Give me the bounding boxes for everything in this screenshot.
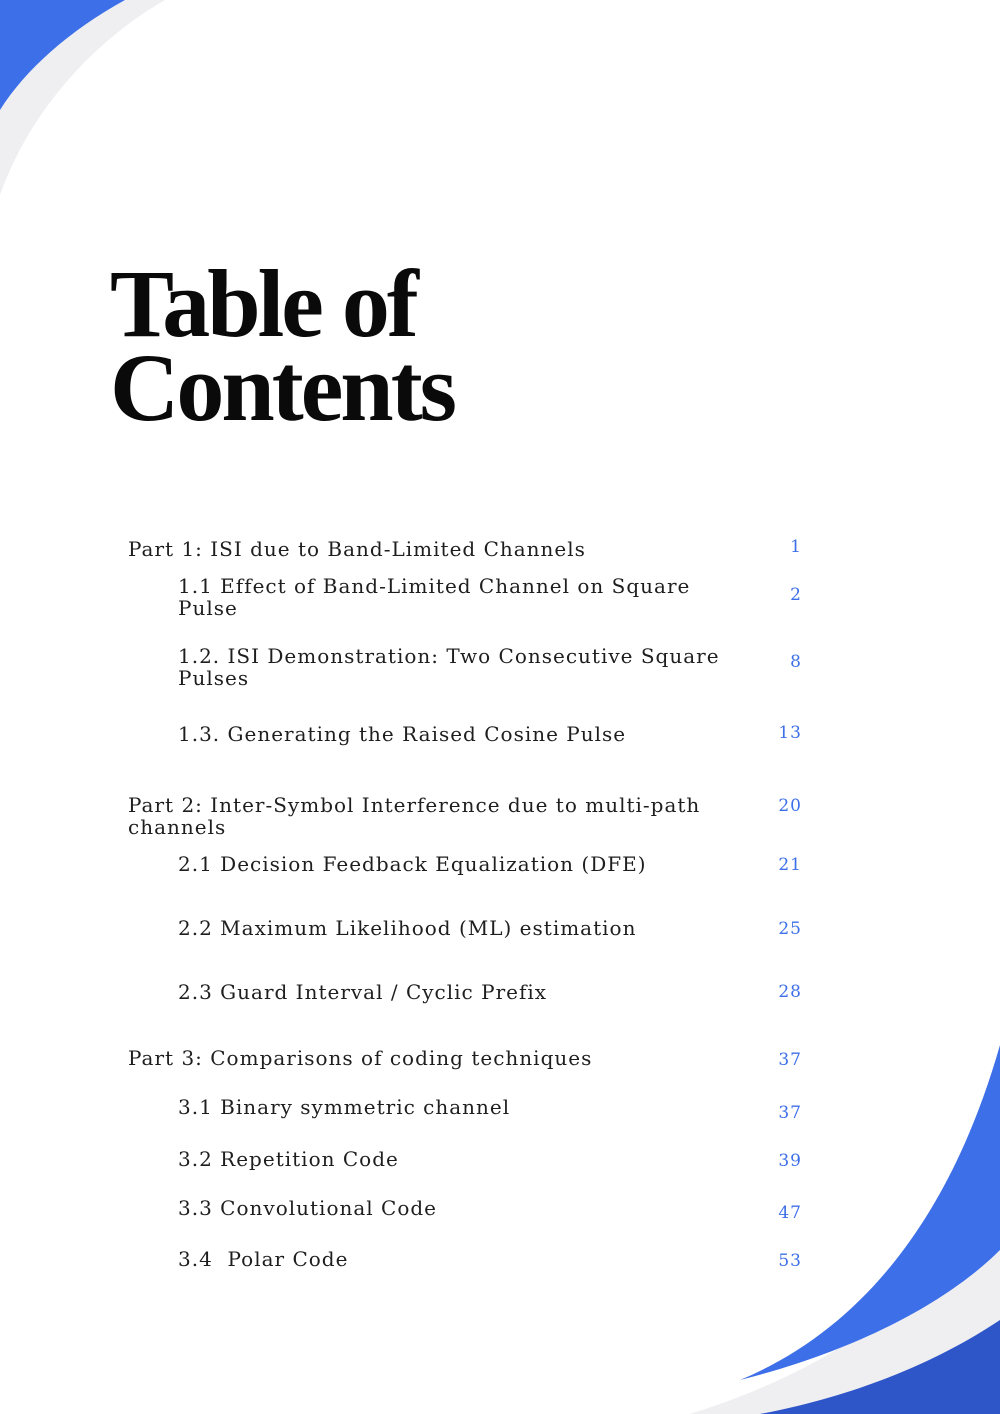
toc-page-number[interactable]: 21 <box>778 855 802 875</box>
toc-page-number[interactable]: 28 <box>778 982 802 1002</box>
page-title-line-1: Table of <box>110 250 416 357</box>
toc-entry-3-3[interactable]: 3.3 Convolutional Code <box>178 1196 438 1220</box>
toc-page-number[interactable]: 20 <box>778 796 802 816</box>
toc-page-number[interactable]: 37 <box>778 1103 802 1123</box>
page-title-line-2: Contents <box>110 334 455 441</box>
toc-entry-1-3[interactable]: 1.3. Generating the Raised Cosine Pulse <box>178 722 627 746</box>
toc-entry-3-1[interactable]: 3.1 Binary symmetric channel <box>178 1095 511 1119</box>
toc-page-number[interactable]: 37 <box>778 1050 802 1070</box>
toc-entry-part-1[interactable]: Part 1: ISI due to Band-Limited Channels <box>128 537 586 561</box>
toc-page-number[interactable]: 39 <box>778 1151 802 1171</box>
toc-page-number[interactable]: 1 <box>790 537 802 557</box>
toc-page-number[interactable]: 8 <box>790 652 802 672</box>
toc-entry-1-1[interactable]: 1.1 Effect of Band-Limited Channel on Square Pulse <box>178 574 691 620</box>
toc-entry-2-3[interactable]: 2.3 Guard Interval / Cyclic Prefix <box>178 980 548 1004</box>
toc-entry-2-1[interactable]: 2.1 Decision Feedback Equalization (DFE) <box>178 852 647 876</box>
toc-entry-2-2[interactable]: 2.2 Maximum Likelihood (ML) estimation <box>178 916 637 940</box>
toc-page-number[interactable]: 13 <box>778 723 802 743</box>
toc-entry-3-4[interactable]: 3.4 Polar Code <box>178 1247 349 1271</box>
toc-page-number[interactable]: 2 <box>790 585 802 605</box>
toc-page-number[interactable]: 25 <box>778 919 802 939</box>
toc-entry-3-2[interactable]: 3.2 Repetition Code <box>178 1147 399 1171</box>
toc-page-number[interactable]: 53 <box>778 1251 802 1271</box>
toc-page-number[interactable]: 47 <box>778 1203 802 1223</box>
toc-entry-part-2[interactable]: Part 2: Inter-Symbol Interference due to multi-path channels <box>128 793 701 839</box>
toc-entry-part-3[interactable]: Part 3: Comparisons of coding techniques <box>128 1046 593 1070</box>
toc-entry-1-2[interactable]: 1.2. ISI Demonstration: Two Consecutive Square Pulses <box>178 644 720 690</box>
